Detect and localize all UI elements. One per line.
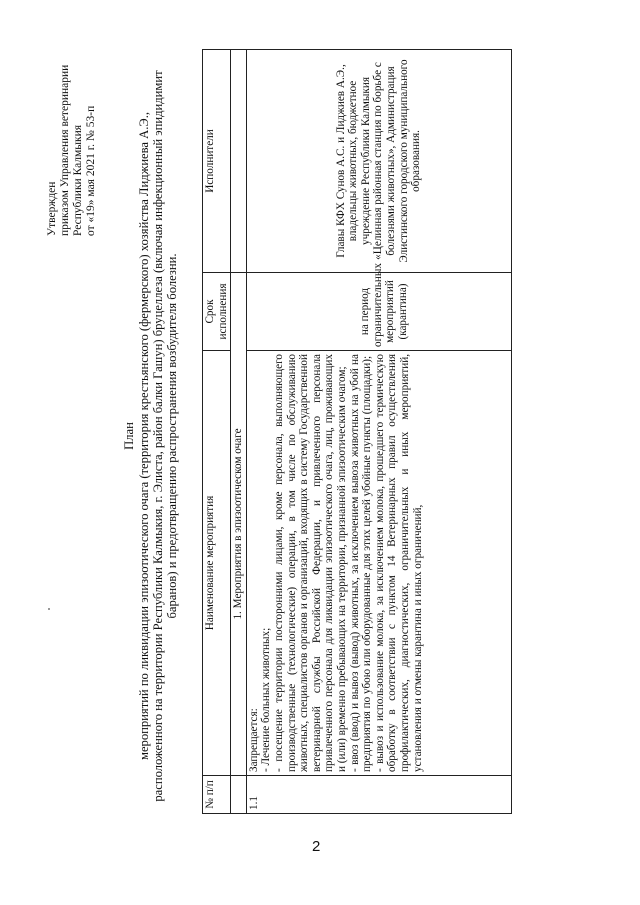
header-exec: Исполнители bbox=[203, 50, 231, 273]
rotated-page-content bbox=[40, 46, 600, 826]
section-num-cell bbox=[231, 776, 247, 814]
document-title bbox=[122, 46, 179, 826]
title-line: расположенного на территории Республики Калмыкия, г. Элиста, район балки Гашун) бруцеллеза (включая инфекционный эпидидимит bbox=[151, 70, 165, 802]
title-line: мероприятий по ликвидации эпизоотического очага (территория крестьянского (фермерского) хозяйства Лиджиева А.Э., bbox=[137, 111, 151, 761]
scan-speck bbox=[48, 608, 50, 610]
title-heading: План bbox=[122, 422, 136, 450]
header-name: Наименование мероприятия bbox=[203, 351, 231, 776]
approval-line: приказом Управления ветеринарии bbox=[59, 64, 71, 236]
approval-line: от «19» мая 2021 г. № 53-п bbox=[85, 105, 97, 236]
row-num: 1.1 bbox=[246, 776, 511, 814]
row-executors: Главы КФХ Сунов А.С. и Лиджиев А.Э., владельцы животных, бюджетное учреждение Республики Калмыкия «Целинная районная станция по борьбе с болезнями животных», Администрация Элистинского городского муниципального образования. bbox=[246, 50, 511, 273]
measure-item: - ввоз (ввод) и вывоз (вывод) животных, за исключением вывоза животных на убой на предприятия по убою или оборудованные для этих целей убойные пункты (площадки); bbox=[348, 354, 374, 772]
section-exec-cell bbox=[231, 50, 247, 273]
header-term: Срок исполнения bbox=[203, 273, 231, 351]
row-term: на период ограничительных мероприятий (карантина) bbox=[246, 273, 511, 351]
header-num: № п/п bbox=[203, 776, 231, 814]
measure-item: - вывоз и использование молока, за исключением молока, прошедшего термическую обработку в соответствии с пунктом 14 Ветеринарных правил осуществления профилактических, диагностических, ограничительных и иных мероприятий, установления и отмены карантина и иных ограничений, bbox=[373, 354, 424, 772]
measures-text bbox=[248, 354, 510, 772]
table-header-row bbox=[203, 50, 231, 814]
measures-table bbox=[202, 49, 512, 814]
title-line: баранов) и предотвращению распространения возбудителя болезни. bbox=[165, 253, 179, 619]
table-row bbox=[246, 50, 511, 814]
section-row bbox=[231, 50, 247, 814]
approval-line: Утвержден bbox=[46, 181, 58, 236]
measure-item: - Лечение больных животных; bbox=[260, 627, 273, 772]
approval-line: Республики Калмыкия bbox=[72, 124, 84, 236]
section-title: 1. Мероприятия в эпизоотическом очаге bbox=[231, 273, 247, 776]
measure-item: Запрещается: bbox=[247, 708, 260, 772]
page-number: 2 bbox=[312, 838, 321, 855]
measure-item: - посещение территории посторонними лицами, кроме персонала, выполняющего производственные (технологические) операции, в том числе по обслуживанию животных, специалистов органов и организаций, входящих в систему Государственной ветеринарной службы Российской Федерации, и привлеченного персонала привлеченного персонала для ликвидации эпизоотического очага, лиц, проживающих и (или) временно пребывающих на территории, признанной эпизоотическим очагом; bbox=[272, 354, 348, 772]
row-measures bbox=[246, 351, 511, 776]
approval-block bbox=[46, 26, 98, 236]
